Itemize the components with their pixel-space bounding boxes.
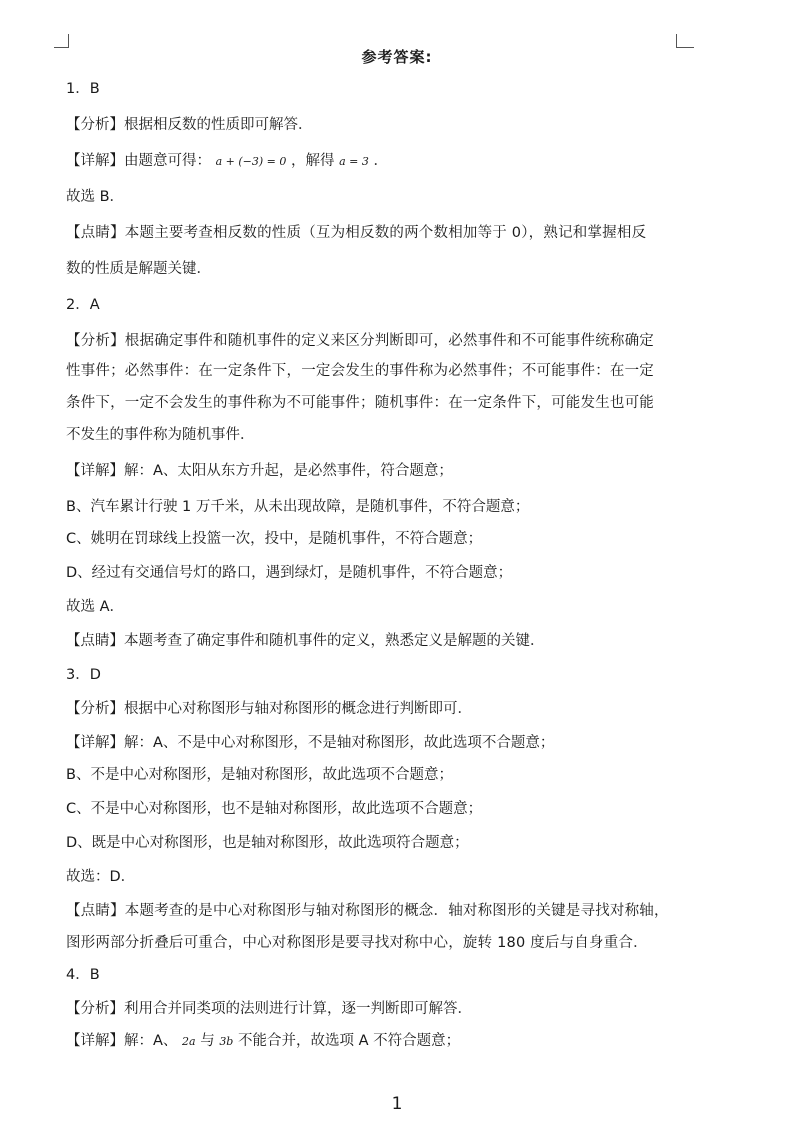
q2-detail-c: C、姚明在罚球线上投篮一次，投中，是随机事件，不符合题意； — [66, 531, 483, 547]
q4-term-1: 2a — [182, 1035, 196, 1048]
q2-analysis-line4: 不发生的事件称为随机事件． — [66, 427, 255, 443]
q3-choose: 故选：D． — [66, 869, 136, 885]
q3-comment-line1: 【点睛】本题考查的是中心对称图形与轴对称图形的概念．轴对称图形的关键是寻找对称轴， — [66, 903, 669, 919]
q4-detail-mid: 与 — [200, 1033, 215, 1049]
q1-comment-line1: 【点睛】本题主要考查相反数的性质（互为相反数的两个数相加等于 0），熟记和掌握相反 — [66, 225, 647, 241]
q1-comment-line2: 数的性质是解题关键． — [66, 261, 211, 277]
q3-detail-b: B、不是中心对称图形，是轴对称图形，故此选项不合题意； — [66, 767, 453, 783]
q2-detail-b: B、汽车累计行驶 1 万千米，从未出现故障，是随机事件，不符合题意； — [66, 499, 530, 515]
q1-answer: 1．B — [66, 81, 100, 97]
q2-choose: 故选 A． — [66, 599, 125, 615]
q1-equation: a + (−3) = 0 — [215, 155, 287, 168]
q2-answer: 2．A — [66, 297, 100, 313]
q1-detail — [66, 151, 706, 172]
q4-analysis: 【分析】利用合并同类项的法则进行计算，逐一判断即可解答． — [66, 1001, 472, 1017]
q4-detail — [66, 1031, 706, 1052]
q3-detail-c: C、不是中心对称图形，也不是轴对称图形，故此选项不合题意； — [66, 801, 483, 817]
q4-detail-end: 不能合并，故选项 A 不符合题意； — [237, 1033, 461, 1049]
q1-solution: a = 3 — [339, 155, 369, 168]
q1-detail-end: ． — [373, 153, 388, 169]
q2-analysis-line2: 性事件；必然事件：在一定条件下，一定会发生的事件称为必然事件；不可能事件：在一定 — [66, 363, 654, 379]
q1-choose: 故选 B． — [66, 189, 125, 205]
q3-comment-line2: 图形两部分折叠后可重合，中心对称图形是要寻找对称中心，旋转 180 度后与自身重合． — [66, 935, 648, 951]
q2-detail-a: 【详解】解：A、太阳从东方升起，是必然事件，符合题意； — [66, 463, 453, 479]
q1-detail-mid: ，解得 — [291, 153, 335, 169]
q4-term-2: 3b — [219, 1035, 234, 1048]
q1-detail-prefix: 【详解】由题意可得： — [66, 153, 211, 169]
q4-detail-prefix: 【详解】解：A、 — [66, 1033, 178, 1049]
q2-analysis-line1: 【分析】根据确定事件和随机事件的定义来区分判断即可，必然事件和不可能事件统称确定 — [66, 333, 654, 349]
q4-answer: 4．B — [66, 967, 100, 983]
q3-detail-a: 【详解】解：A、不是中心对称图形，不是轴对称图形，故此选项不合题意； — [66, 735, 555, 751]
q3-detail-d: D、既是中心对称图形，也是轴对称图形，故此选项符合题意； — [66, 835, 469, 851]
page-number: 1 — [391, 1094, 403, 1114]
q3-analysis: 【分析】根据中心对称图形与轴对称图形的概念进行判断即可． — [66, 701, 472, 717]
q1-analysis: 【分析】根据相反数的性质即可解答． — [66, 117, 313, 133]
page-title: 参考答案: — [361, 48, 433, 66]
q2-detail-d: D、经过有交通信号灯的路口，遇到绿灯，是随机事件，不符合题意； — [66, 565, 513, 581]
q3-answer: 3．D — [66, 667, 101, 683]
q2-comment: 【点睛】本题考查了确定事件和随机事件的定义，熟悉定义是解题的关键． — [66, 633, 545, 649]
q2-analysis-line3: 条件下，一定不会发生的事件称为不可能事件；随机事件：在一定条件下，可能发生也可能 — [66, 395, 654, 411]
